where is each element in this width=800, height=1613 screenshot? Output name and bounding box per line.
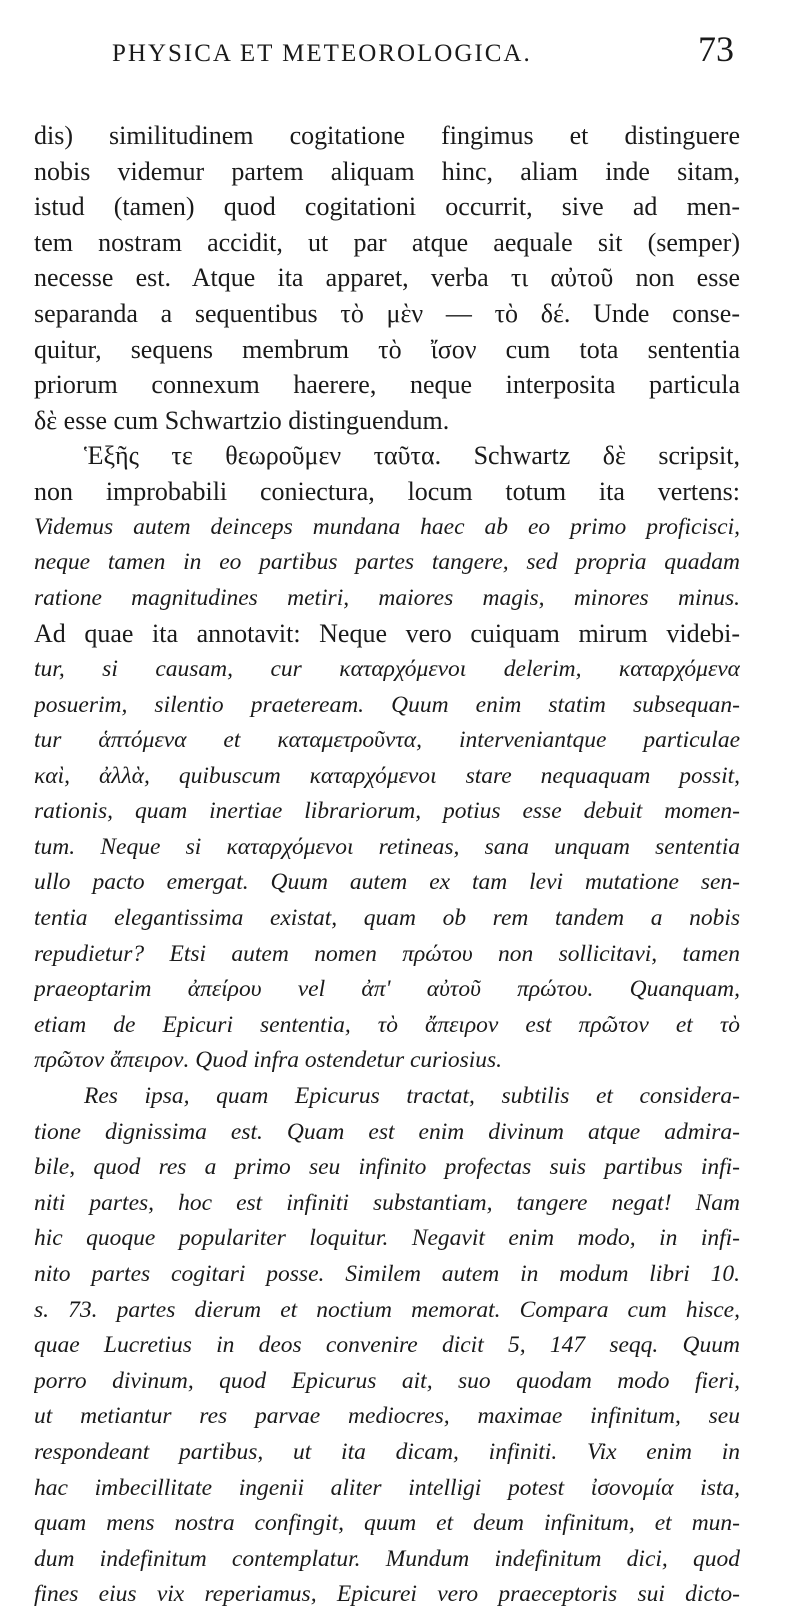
- text-line: tione dignissima est. Quam est enim divinum atque admira-: [34, 1118, 740, 1145]
- text-line: necesse est. Atque ita apparet, verba τι αὐτοῦ non esse: [34, 263, 740, 293]
- text-line: ut metiantur res parvae mediocres, maximae infinitum, seu: [34, 1403, 740, 1430]
- text-line: etiam de Epicuri sententia, τὸ ἄπειρον est πρῶτον et τὸ: [34, 1011, 740, 1038]
- body-text: [34, 118, 740, 1613]
- text-line: ratione magnitudines metiri, maiores magis, minores minus.: [34, 584, 740, 611]
- text-line: hic quoque populariter loquitur. Negavit enim modo, in infi-: [34, 1225, 740, 1252]
- text-line: istud (tamen) quod cogitationi occurrit, sive ad men-: [34, 192, 740, 222]
- text-line: niti partes, hoc est infiniti substantiam, tangere negat! Nam: [34, 1189, 740, 1216]
- text-line: rationis, quam inertiae librariorum, potius esse debuit momen-: [34, 798, 740, 825]
- text-line: nito partes cogitari posse. Similem autem in modum libri 10.: [34, 1261, 740, 1287]
- text-line: quae Lucretius in deos convenire dicit 5, 147 seqq. Quum: [34, 1332, 740, 1359]
- text-line: ullo pacto emergat. Quum autem ex tam levi mutatione sen-: [34, 869, 740, 896]
- text-line: tum. Neque si καταρχόμενοι retineas, sana unquam sententia: [34, 833, 740, 860]
- text-line: quam mens nostra confingit, quum et deum infinitum, et mun-: [34, 1510, 740, 1537]
- text-line: tem nostram accidit, ut par atque aequale sit (semper): [34, 227, 740, 257]
- text-line: s. 73. partes dierum et noctium memorat. Compara cum hisce,: [34, 1296, 740, 1323]
- text-line: tur, si causam, cur καταρχόμενοι delerim, καταρχόμενα: [34, 655, 740, 682]
- text-line: tentia elegantissima existat, quam ob rem tandem a nobis: [34, 905, 740, 932]
- text-line: bile, quod res a primo seu infinito profectas suis partibus infi-: [34, 1154, 740, 1181]
- text-line: tur ἁπτόμενα et καταμετροῦντα, interveniantque particulae: [34, 727, 740, 754]
- text-line: separanda a sequentibus τὸ μὲν — τὸ δέ. Unde conse-: [34, 298, 740, 328]
- text-line: fines eius vix reperiamus, Epicurei vero praeceptoris sui dicto-: [34, 1581, 740, 1608]
- text-line: priorum connexum haerere, neque interposita particula: [34, 370, 740, 400]
- text-line: Res ipsa, quam Epicurus tractat, subtilis et considera-: [84, 1083, 740, 1110]
- text-line: posuerim, silentio praeteream. Quum enim statim subsequan-: [34, 691, 740, 718]
- text-line: repudietur? Etsi autem nomen πρώτου non sollicitavi, tamen: [34, 940, 740, 967]
- text-line: porro divinum, quod Epicurus ait, suo quodam modo fieri,: [34, 1367, 740, 1394]
- text-line: non improbabili coniectura, locum totum ita vertens:: [34, 476, 740, 506]
- page-header: [34, 28, 740, 92]
- text-line: neque tamen in eo partibus partes tangere, sed propria quadam: [34, 549, 740, 576]
- text-line: hac imbecillitate ingenii aliter intelligi potest ἰσονομία ista,: [34, 1474, 740, 1501]
- text-line: dis) similitudinem cogitatione fingimus et distinguere: [34, 121, 740, 150]
- text-line: πρῶτον ἄπειρον. Quod infra ostendetur curiosius.: [34, 1047, 503, 1074]
- page-number: 73: [698, 29, 734, 69]
- text-line: Videmus autem deinceps mundana haec ab eo primo proficisci,: [34, 513, 740, 540]
- text-line: δὲ esse cum Schwartzio distinguendum.: [34, 405, 450, 435]
- text-line: praeoptarim ἀπείρου vel ἀπ' αὐτοῦ πρώτου. Quanquam,: [34, 976, 740, 1003]
- running-title: PHYSICA ET METEOROLOGICA.: [112, 40, 532, 67]
- text-line: καὶ, ἀλλὰ, quibuscum καταρχόμενοι stare nequaquam possit,: [34, 762, 740, 789]
- text-line: quitur, sequens membrum τὸ ἴσον cum tota sententia: [34, 334, 740, 364]
- text-line: Ad quae ita annotavit: Neque vero cuiquam mirum videbi-: [34, 619, 740, 649]
- text-line: respondeant partibus, ut ita dicam, infiniti. Vix enim in: [34, 1438, 740, 1465]
- text-line: nobis videmur partem aliquam hinc, aliam inde sitam,: [34, 156, 740, 186]
- text-line: Ἑξῆς τε θεωροῦμεν ταῦτα. Schwartz δὲ scripsit,: [84, 441, 740, 471]
- text-line: dum indefinitum contemplatur. Mundum indefinitum dici, quod: [34, 1545, 740, 1572]
